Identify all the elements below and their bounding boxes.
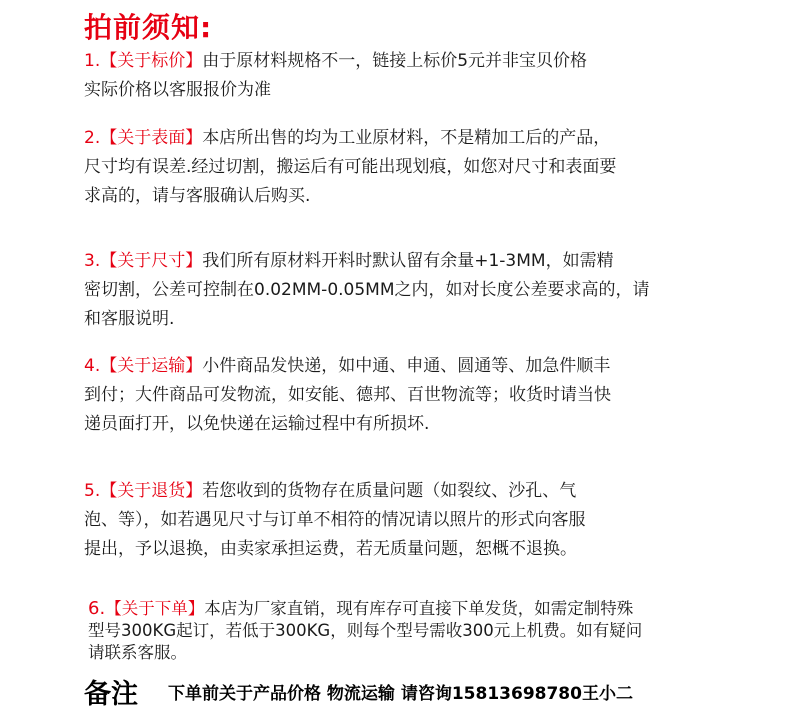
notice-tag: 【关于运输】	[100, 356, 203, 376]
notice-text: 若您收到的货物存在质量问题（如裂纹、沙孔、气	[202, 481, 577, 501]
notice-line: 递员面打开，以免快递在运输过程中有所损坏.	[84, 414, 430, 434]
contact-phone: 15813698780王小二	[451, 684, 633, 704]
notice-tag: 【关于尺寸】	[100, 251, 203, 271]
notice-line: 实际价格以客服报价为准	[84, 80, 271, 100]
notice-price	[84, 47, 764, 105]
notice-number: 5.	[84, 481, 101, 501]
notice-line	[84, 352, 764, 381]
notice-line: 提出，予以退换，由卖家承担运费，若无质量问题，恕概不退换。	[84, 539, 577, 559]
notice-ordering	[88, 598, 768, 664]
notice-line: 密切割，公差可控制在0.02MM-0.05MM之内，如对长度公差要求高的，请	[84, 280, 650, 300]
notice-returns	[84, 477, 764, 564]
notice-line	[84, 477, 764, 506]
remark-message: 下单前关于产品价格 物流运输 请咨询	[168, 684, 452, 704]
notice-tag: 【关于退货】	[100, 481, 203, 501]
notice-text: 我们所有原材料开料时默认留有余量+1-3MM，如需精	[202, 251, 614, 271]
notice-number: 2.	[84, 128, 101, 148]
notice-text: 由于原材料规格不一，链接上标价5元并非宝贝价格	[202, 51, 588, 71]
footer-remark	[84, 672, 633, 710]
notice-line: 请联系客服。	[88, 643, 187, 662]
notice-tag: 【关于下单】	[105, 599, 205, 618]
notice-line	[88, 598, 768, 620]
notice-tag: 【关于标价】	[100, 51, 203, 71]
page-title: 拍前须知:	[84, 11, 213, 44]
notice-number: 3.	[84, 251, 101, 271]
notice-line: 求高的，请与客服确认后购买.	[84, 186, 311, 206]
notice-line	[84, 47, 764, 76]
notice-line: 尺寸均有误差.经过切割，搬运后有可能出现划痕，如您对尺寸和表面要	[84, 157, 617, 177]
notice-size	[84, 247, 764, 334]
notice-surface	[84, 124, 764, 211]
notice-line: 到付；大件商品可发物流，如安能、德邦、百世物流等；收货时请当快	[84, 385, 611, 405]
notice-tag: 【关于表面】	[100, 128, 203, 148]
notice-line: 型号300KG起订，若低于300KG，则每个型号需收300元上机费。如有疑问	[88, 621, 643, 640]
notice-number: 1.	[84, 51, 101, 71]
notice-shipping	[84, 352, 764, 439]
notice-line	[84, 124, 764, 153]
notice-number: 6.	[88, 598, 106, 619]
notice-number: 4.	[84, 356, 101, 376]
notice-line	[84, 247, 764, 276]
remark-label: 备注	[84, 679, 138, 710]
notice-line: 泡、等），如若遇见尺寸与订单不相符的情况请以照片的形式向客服	[84, 510, 586, 530]
notice-text: 本店所出售的均为工业原材料，不是精加工后的产品，	[202, 128, 611, 148]
notice-text: 本店为厂家直销，现有库存可直接下单发货，如需定制特殊	[204, 599, 634, 618]
notice-line: 和客服说明.	[84, 309, 175, 329]
notice-text: 小件商品发快递，如中通、申通、圆通等、加急件顺丰	[202, 356, 611, 376]
